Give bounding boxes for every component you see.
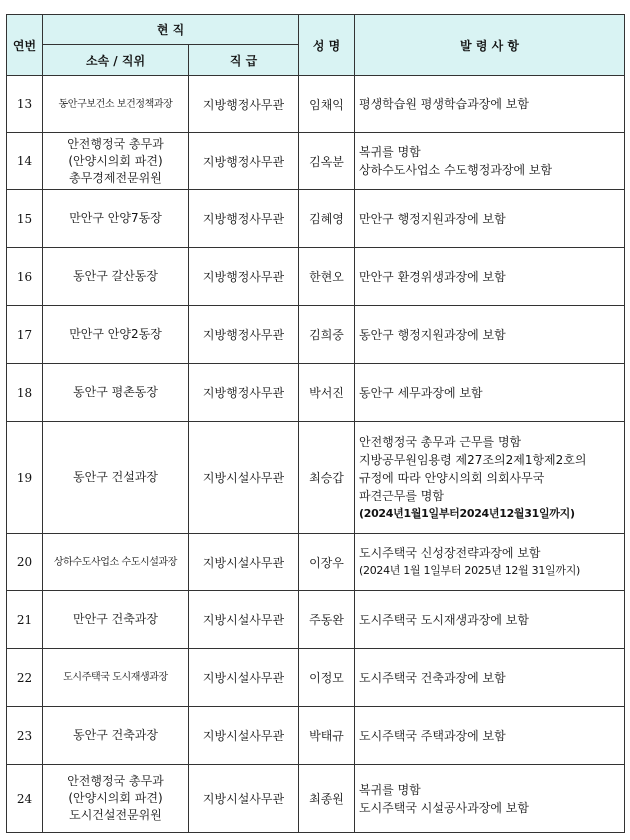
affiliation-line: (안양시의회 파견) — [68, 153, 163, 168]
row-affiliation — [43, 534, 189, 591]
personnel-order-table — [6, 14, 625, 833]
table-row — [7, 707, 625, 765]
row-affiliation — [43, 591, 189, 649]
row-person-name: 박태규 — [299, 707, 355, 765]
table-row — [7, 133, 625, 190]
order-line: 지방공무원임용령 제27조의2제1항제2호의 — [359, 452, 587, 467]
row-affiliation — [43, 364, 189, 422]
row-grade: 지방시설사무관 — [189, 649, 299, 707]
affiliation-line: 도시건설전문위원 — [69, 808, 162, 822]
table-row — [7, 765, 625, 833]
table-row — [7, 306, 625, 364]
row-order — [355, 534, 625, 591]
row-order — [355, 248, 625, 306]
table-row — [7, 649, 625, 707]
header-order: 발 령 사 항 — [355, 15, 625, 76]
row-number: 14 — [7, 133, 43, 190]
row-number: 16 — [7, 248, 43, 306]
order-line: 도시주택국 시설공사과장에 보함 — [359, 800, 529, 815]
affiliation-line: 동안구 건설과장 — [73, 470, 158, 484]
row-order — [355, 190, 625, 248]
row-order — [355, 591, 625, 649]
order-line: 도시주택국 도시재생과장에 보함 — [359, 612, 529, 627]
row-person-name: 한현오 — [299, 248, 355, 306]
order-line: (2024년1월1일부터2024년12월31일까지) — [359, 506, 575, 520]
order-line: 복귀를 명함 — [359, 782, 421, 797]
header-current-post: 현 직 — [43, 15, 299, 45]
row-number: 23 — [7, 707, 43, 765]
row-number: 22 — [7, 649, 43, 707]
row-person-name: 김희중 — [299, 306, 355, 364]
row-person-name: 김옥분 — [299, 133, 355, 190]
affiliation-line: 동안구보건소 보건정책과장 — [58, 98, 173, 110]
row-person-name: 주동완 — [299, 591, 355, 649]
row-affiliation — [43, 306, 189, 364]
order-line: 동안구 행정지원과장에 보함 — [359, 327, 506, 342]
row-person-name: 최종원 — [299, 765, 355, 833]
affiliation-line: 도시주택국 도시재생과장 — [63, 672, 168, 683]
header-name: 성 명 — [299, 15, 355, 76]
affiliation-line: 동안구 건축과장 — [73, 728, 158, 742]
row-number: 21 — [7, 591, 43, 649]
row-grade: 지방시설사무관 — [189, 765, 299, 833]
order-line: 만안구 환경위생과장에 보함 — [359, 269, 506, 284]
affiliation-line: 만안구 안양2동장 — [69, 327, 162, 341]
row-number: 20 — [7, 534, 43, 591]
order-line: 안전행정국 총무과 근무를 명함 — [359, 434, 522, 449]
row-grade: 지방행정사무관 — [189, 133, 299, 190]
order-line: 동안구 세무과장에 보함 — [359, 385, 483, 400]
affiliation-line: 만안구 안양7동장 — [69, 211, 162, 225]
order-line: (2024년 1월 1일부터 2025년 12월 31일까지) — [359, 564, 581, 577]
row-order — [355, 649, 625, 707]
header-no: 연번 — [7, 15, 43, 76]
row-number: 18 — [7, 364, 43, 422]
order-line: 평생학습원 평생학습과장에 보함 — [359, 97, 529, 111]
table-row — [7, 364, 625, 422]
row-grade: 지방행정사무관 — [189, 306, 299, 364]
row-number: 19 — [7, 422, 43, 534]
table-row — [7, 591, 625, 649]
row-affiliation — [43, 422, 189, 534]
row-order — [355, 133, 625, 190]
affiliation-line: 동안구 갈산동장 — [73, 269, 158, 283]
row-order — [355, 422, 625, 534]
table-body — [7, 76, 625, 833]
order-line: 도시주택국 신성장전략과장에 보함 — [359, 546, 541, 560]
order-line: 만안구 행정지원과장에 보함 — [359, 211, 506, 226]
row-order — [355, 76, 625, 133]
affiliation-line: 상하수도사업소 수도시설과장 — [53, 556, 178, 568]
affiliation-line: 안전행정국 총무과 — [67, 774, 164, 788]
table-row — [7, 534, 625, 591]
row-affiliation — [43, 248, 189, 306]
header-row-1 — [7, 15, 625, 45]
row-person-name: 임채익 — [299, 76, 355, 133]
row-affiliation — [43, 76, 189, 133]
row-number: 17 — [7, 306, 43, 364]
row-affiliation — [43, 765, 189, 833]
row-order — [355, 364, 625, 422]
table-row — [7, 422, 625, 534]
row-person-name: 이장우 — [299, 534, 355, 591]
row-order — [355, 306, 625, 364]
order-line: 복귀를 명함 — [359, 145, 421, 159]
row-affiliation — [43, 707, 189, 765]
order-line: 규정에 따라 안양시의회 의회사무국 — [359, 470, 545, 485]
order-line: 파견근무를 명함 — [359, 488, 444, 503]
affiliation-line: 동안구 평촌동장 — [73, 385, 158, 399]
affiliation-line: (안양시의회 파견) — [68, 791, 163, 805]
row-number: 24 — [7, 765, 43, 833]
row-affiliation — [43, 649, 189, 707]
header-affiliation: 소속 / 직위 — [43, 45, 189, 76]
personnel-order-table-wrapper — [6, 14, 625, 833]
header-grade: 직 급 — [189, 45, 299, 76]
row-grade: 지방행정사무관 — [189, 76, 299, 133]
row-grade: 지방시설사무관 — [189, 422, 299, 534]
row-grade: 지방행정사무관 — [189, 248, 299, 306]
row-order — [355, 707, 625, 765]
row-number: 15 — [7, 190, 43, 248]
order-line: 상하수도사업소 수도행정과장에 보함 — [359, 163, 553, 177]
row-grade: 지방행정사무관 — [189, 364, 299, 422]
affiliation-line: 안전행정국 총무과 — [67, 136, 164, 151]
row-grade: 지방행정사무관 — [189, 190, 299, 248]
row-person-name: 최승갑 — [299, 422, 355, 534]
row-person-name: 이정모 — [299, 649, 355, 707]
row-person-name: 박서진 — [299, 364, 355, 422]
row-affiliation — [43, 190, 189, 248]
affiliation-line: 총무경제전문위원 — [69, 170, 162, 185]
table-row — [7, 190, 625, 248]
row-number: 13 — [7, 76, 43, 133]
row-order — [355, 765, 625, 833]
order-line: 도시주택국 건축과장에 보함 — [359, 670, 506, 685]
row-affiliation — [43, 133, 189, 190]
row-grade: 지방시설사무관 — [189, 534, 299, 591]
table-row — [7, 76, 625, 133]
affiliation-line: 만안구 건축과장 — [73, 612, 158, 626]
row-grade: 지방시설사무관 — [189, 707, 299, 765]
row-person-name: 김혜영 — [299, 190, 355, 248]
order-line: 도시주택국 주택과장에 보함 — [359, 728, 506, 743]
row-grade: 지방시설사무관 — [189, 591, 299, 649]
table-row — [7, 248, 625, 306]
